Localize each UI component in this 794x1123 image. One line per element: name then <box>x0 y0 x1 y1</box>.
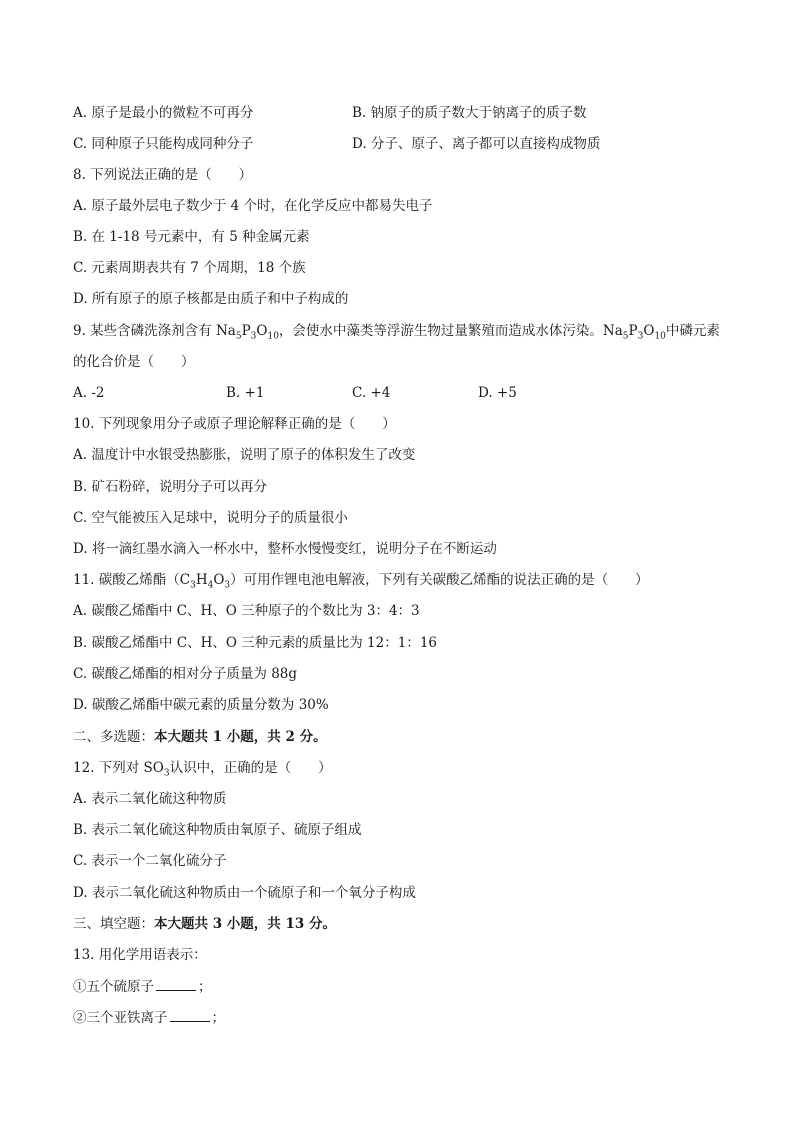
q7-option-d: D. 分子、原子、离子都可以直接构成物质 <box>352 136 601 152</box>
q11-option-b: B. 碳酸乙烯酯中 C、H、O 三种元素的质量比为 12：1：16 <box>73 635 437 651</box>
q11-option-c: C. 碳酸乙烯酯的相对分子质量为 88g <box>73 666 298 682</box>
q9-option-b: B. +1 <box>226 385 265 401</box>
q9-option-d: D. +5 <box>478 385 517 401</box>
q7-option-b: B. 钠原子的质子数大于钠离子的质子数 <box>352 105 587 121</box>
q8-option-b: B. 在 1-18 号元素中，有 5 种金属元素 <box>73 229 310 245</box>
q11-stem: 11. 碳酸乙烯酯$(C_3H_4O_3)$可用作锂电池电解液，下列有关碳酸乙烯酯的说法正确的是（ ） <box>73 572 649 591</box>
q12-stem: 12. 下列对 $SO_3$认识中，正确的是（ ） <box>73 760 332 779</box>
q7-option-a: A. 原子是最小的微粒不可再分 <box>73 105 254 121</box>
q10-option-a: A. 温度计中水银受热膨胀，说明了原子的体积发生了改变 <box>73 447 416 463</box>
section-3-heading: 三、填空题：本大题共 3 小题，共 13 分。 <box>73 916 336 932</box>
section-2-heading: 二、多选题：本大题共 1 小题，共 2 分。 <box>73 729 327 745</box>
q10-stem: 10. 下列现象用分子或原子理论解释正确的是（ ） <box>73 416 396 432</box>
q11-option-d: D. 碳酸乙烯酯中碳元素的质量分数为 30% <box>73 697 329 713</box>
q13-stem: 13. 用化学用语表示： <box>73 947 207 963</box>
q9-stem-line2: 的化合价是（ ） <box>73 354 195 370</box>
q11-option-a: A. 碳酸乙烯酯中 C、H、O 三种原子的个数比为 3：4：3 <box>73 603 420 619</box>
q7-option-c: C. 同种原子只能构成同种分子 <box>73 136 254 152</box>
q8-stem: 8. 下列说法正确的是（ ） <box>73 167 253 183</box>
q13-item-1: ①五个硫原子 ； <box>73 979 212 995</box>
q8-option-c: C. 元素周期表共有 7 个周期，18 个族 <box>73 260 306 276</box>
q10-option-d: D. 将一滴红墨水滴入一杯水中，整杯水慢慢变红，说明分子在不断运动 <box>73 541 497 557</box>
q9-stem: 9. 某些含磷洗涤剂含有 $Na_5P_3O_{10}$，会使水中藻类等浮游生物过量繁殖而造成水体污染。$Na_5P_3O_{10}$中磷元素 <box>73 323 720 342</box>
answer-blank-1[interactable] <box>156 978 196 991</box>
q12-option-d: D. 表示二氧化硫这种物质由一个硫原子和一个氧分子构成 <box>73 885 416 901</box>
q12-option-a: A. 表示二氧化硫这种物质 <box>73 791 227 807</box>
answer-blank-2[interactable] <box>170 1009 210 1022</box>
q10-option-c: C. 空气能被压入足球中，说明分子的质量很小 <box>73 510 348 526</box>
q9-option-c: C. +4 <box>352 385 391 401</box>
q12-option-b: B. 表示二氧化硫这种物质由氧原子、硫原子组成 <box>73 822 362 838</box>
q8-option-a: A. 原子最外层电子数少于 4 个时，在化学反应中都易失电子 <box>73 198 433 214</box>
q12-option-c: C. 表示一个二氧化硫分子 <box>73 853 227 869</box>
q8-option-d: D. 所有原子的原子核都是由质子和中子构成的 <box>73 291 349 307</box>
q10-option-b: B. 矿石粉碎，说明分子可以再分 <box>73 479 268 495</box>
q13-item-2: ②三个亚铁离子 ； <box>73 1010 225 1026</box>
q9-option-a: A. -2 <box>73 385 105 401</box>
